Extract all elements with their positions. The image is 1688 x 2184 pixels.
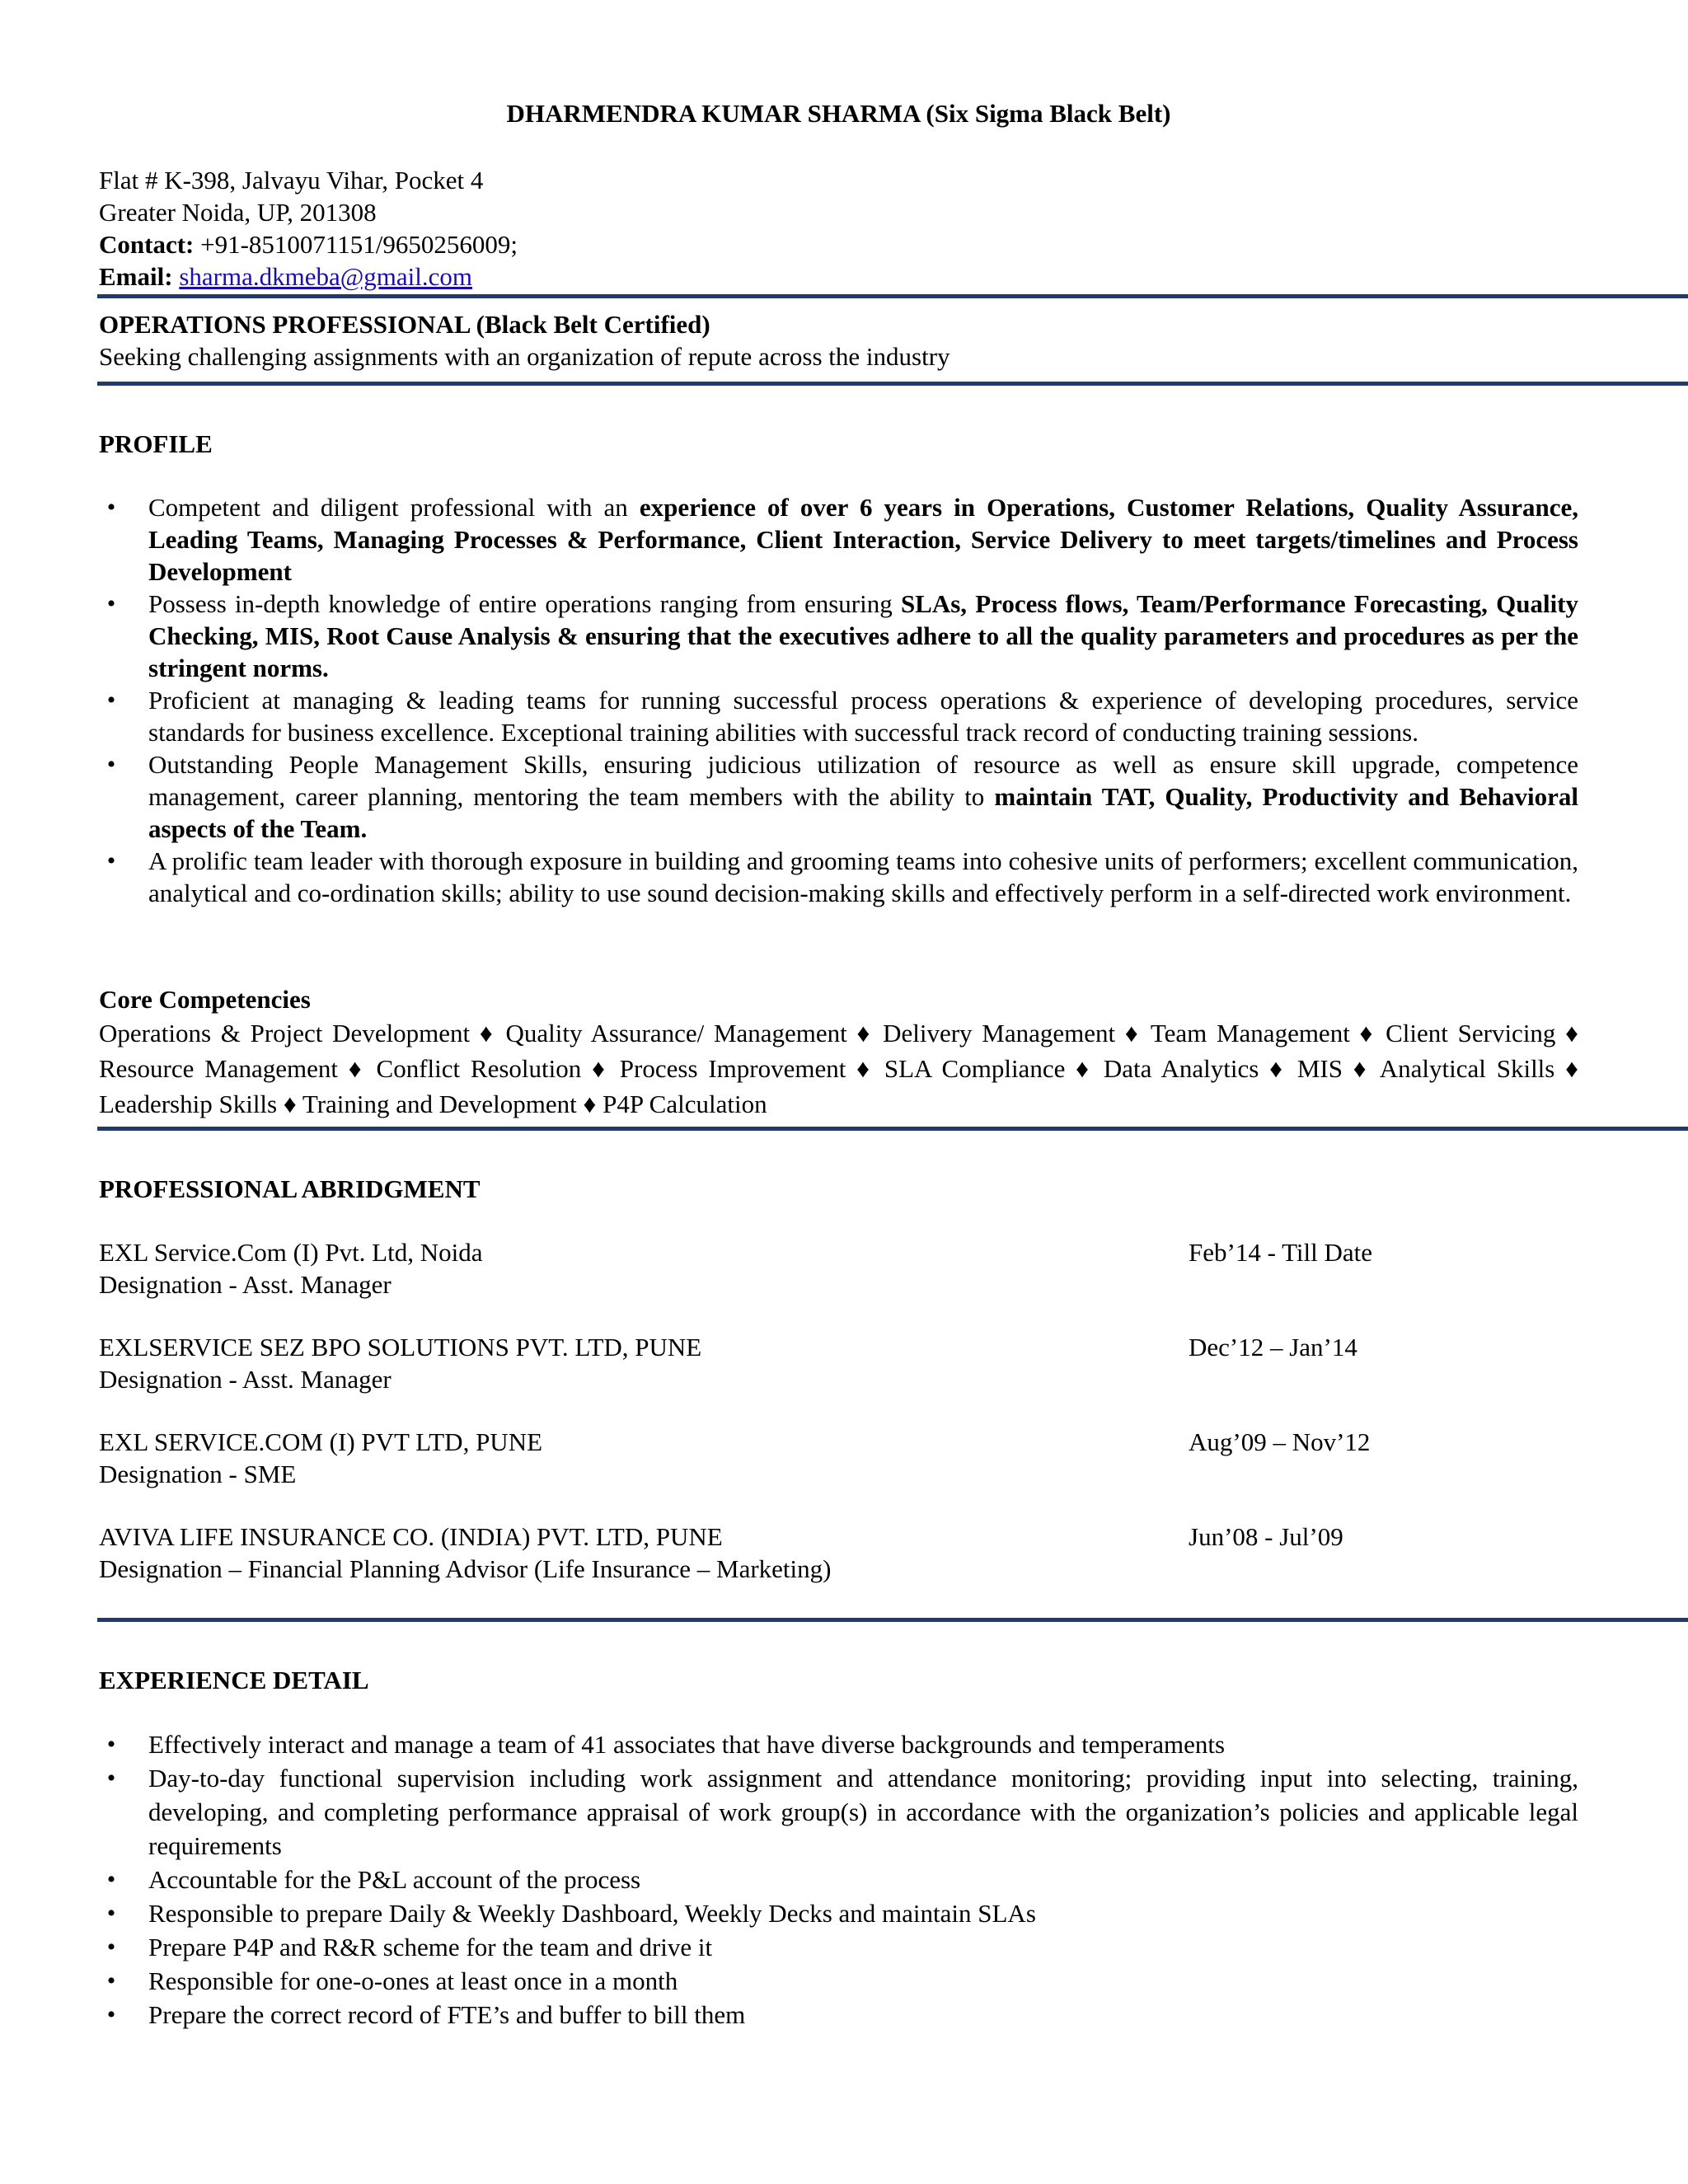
bullet-icon: • [106, 1900, 116, 1927]
experience-section [99, 1664, 1578, 2032]
abridgment-section [99, 1173, 1578, 1585]
list-item: • Accountable for the P&L account of the process [99, 1863, 1578, 1896]
job-company: EXL SERVICE.COM (I) PVT LTD, PUNE [99, 1427, 543, 1456]
contact-line [99, 228, 1578, 260]
objective-section [99, 308, 1578, 373]
resume-header [99, 97, 1578, 293]
job-entry [99, 1521, 1578, 1585]
bullet-icon: • [106, 494, 116, 521]
section-divider [97, 1127, 1688, 1131]
job-designation: Designation – Financial Planning Advisor (Life Insurance – Marketing) [99, 1554, 832, 1583]
experience-list [99, 1727, 1578, 2032]
address-line-2: Greater Noida, UP, 201308 [99, 198, 377, 227]
candidate-name: DHARMENDRA KUMAR SHARMA (Six Sigma Black Belt) [506, 99, 1171, 128]
email-link[interactable]: sharma.dkmeba@gmail.com [179, 262, 472, 291]
bullet-icon: • [106, 687, 116, 714]
list-item: • Outstanding People Management Skills, ensuring judicious utilization of resource as well as ensure skill upgrade, competence management, career planning, mentoring the team members with the ability to maintain TAT, Quality, Productivity and Behavioral aspects of the Team. [99, 748, 1578, 845]
job-dates: Feb’14 - Till Date [1189, 1238, 1373, 1267]
objective-text: Seeking challenging assignments with an organization of repute across the industry [99, 342, 950, 371]
list-item: • A prolific team leader with thorough exposure in building and grooming teams into cohesive units of performers; excellent communication, analytical and co-ordination skills; ability to use sound decision-making skills and effectively perform in a self-directed work environment. [99, 845, 1578, 909]
contact-label: Contact: [99, 230, 195, 259]
list-item: • Responsible to prepare Daily & Weekly Dashboard, Weekly Decks and maintain SLAs [99, 1896, 1578, 1930]
profile-section [99, 428, 1578, 909]
bullet-icon: • [106, 1967, 116, 1994]
job-entry [99, 1331, 1578, 1395]
job-entry [99, 1236, 1578, 1301]
list-item: • Possess in-depth knowledge of entire operations ranging from ensuring SLAs, Process flows, Team/Performance Forecasting, Quality Checking, MIS, Root Cause Analysis & ensuring that the executives adhere to all the quality parameters and procedures as per the stringent norms. [99, 588, 1578, 684]
list-item: • Effectively interact and manage a team of 41 associates that have diverse backgrounds and temperaments [99, 1727, 1578, 1761]
competencies-text: Operations & Project Development ♦ Quality Assurance/ Management ♦ Delivery Management ♦ Team Management ♦ Client Servicing ♦ Resource Management ♦ Conflict Resolution ♦ Process Improvement ♦ SLA Compliance ♦ Data Analytics ♦ MIS ♦ Analytical Skills ♦ Leadership Skills ♦ Training and Development ♦ P4P Calculation [99, 1019, 1578, 1118]
bullet-icon: • [106, 590, 116, 617]
bullet-icon: • [106, 1731, 116, 1758]
job-company: EXLSERVICE SEZ BPO SOLUTIONS PVT. LTD, PUNE [99, 1333, 702, 1361]
competencies-heading: Core Competencies [99, 985, 311, 1014]
profile-heading: PROFILE [99, 429, 213, 458]
bullet-icon: • [106, 1866, 116, 1893]
section-divider [97, 382, 1688, 386]
bullet-icon: • [106, 1765, 116, 1792]
email-line [99, 260, 1578, 293]
job-company: AVIVA LIFE INSURANCE CO. (INDIA) PVT. LTD, PUNE [99, 1522, 723, 1551]
section-divider [97, 1618, 1688, 1622]
job-company: EXL Service.Com (I) Pvt. Ltd, Noida [99, 1238, 483, 1267]
bullet-icon: • [106, 2001, 116, 2028]
job-designation: Designation - Asst. Manager [99, 1365, 392, 1394]
job-list [99, 1236, 1578, 1585]
competencies-section [99, 983, 1578, 1122]
job-dates: Jun’08 - Jul’09 [1189, 1522, 1343, 1551]
job-dates: Aug’09 – Nov’12 [1189, 1427, 1371, 1456]
experience-heading: EXPERIENCE DETAIL [99, 1666, 369, 1694]
list-item: • Proficient at managing & leading teams for running successful process operations & experience of developing procedures, service standards for business excellence. Exceptional training abilities with successful track record of conducting training sessions. [99, 684, 1578, 748]
job-designation: Designation - Asst. Manager [99, 1270, 392, 1299]
section-divider [97, 294, 1688, 298]
bullet-icon: • [106, 751, 116, 778]
abridgment-heading: PROFESSIONAL ABRIDGMENT [99, 1174, 481, 1203]
list-item: • Responsible for one-o-ones at least once in a month [99, 1964, 1578, 1998]
bullet-icon: • [106, 847, 116, 874]
list-item: • Day-to-day functional supervision including work assignment and attendance monitoring; providing input into selecting, training, developing, and completing performance appraisal of work group(s) in accordance with the organization’s policies and applicable legal requirements [99, 1761, 1578, 1863]
list-item: • Prepare the correct record of FTE’s and buffer to bill them [99, 1998, 1578, 2032]
contact-value: +91-8510071151/9650256009; [194, 230, 518, 259]
bullet-icon: • [106, 1933, 116, 1961]
address-line-1: Flat # K-398, Jalvayu Vihar, Pocket 4 [99, 166, 484, 194]
list-item: • Prepare P4P and R&R scheme for the team and drive it [99, 1930, 1578, 1964]
job-entry [99, 1426, 1578, 1490]
list-item: • Competent and diligent professional with an experience of over 6 years in Operations, Customer Relations, Quality Assurance, Leading Teams, Managing Processes & Performance, Client Interaction, Service Delivery to meet targets/timelines and Process Development [99, 491, 1578, 588]
job-dates: Dec’12 – Jan’14 [1189, 1333, 1357, 1361]
objective-title: OPERATIONS PROFESSIONAL (Black Belt Certified) [99, 310, 710, 339]
email-label: Email: [99, 262, 173, 291]
profile-list [99, 491, 1578, 909]
job-designation: Designation - SME [99, 1460, 297, 1488]
